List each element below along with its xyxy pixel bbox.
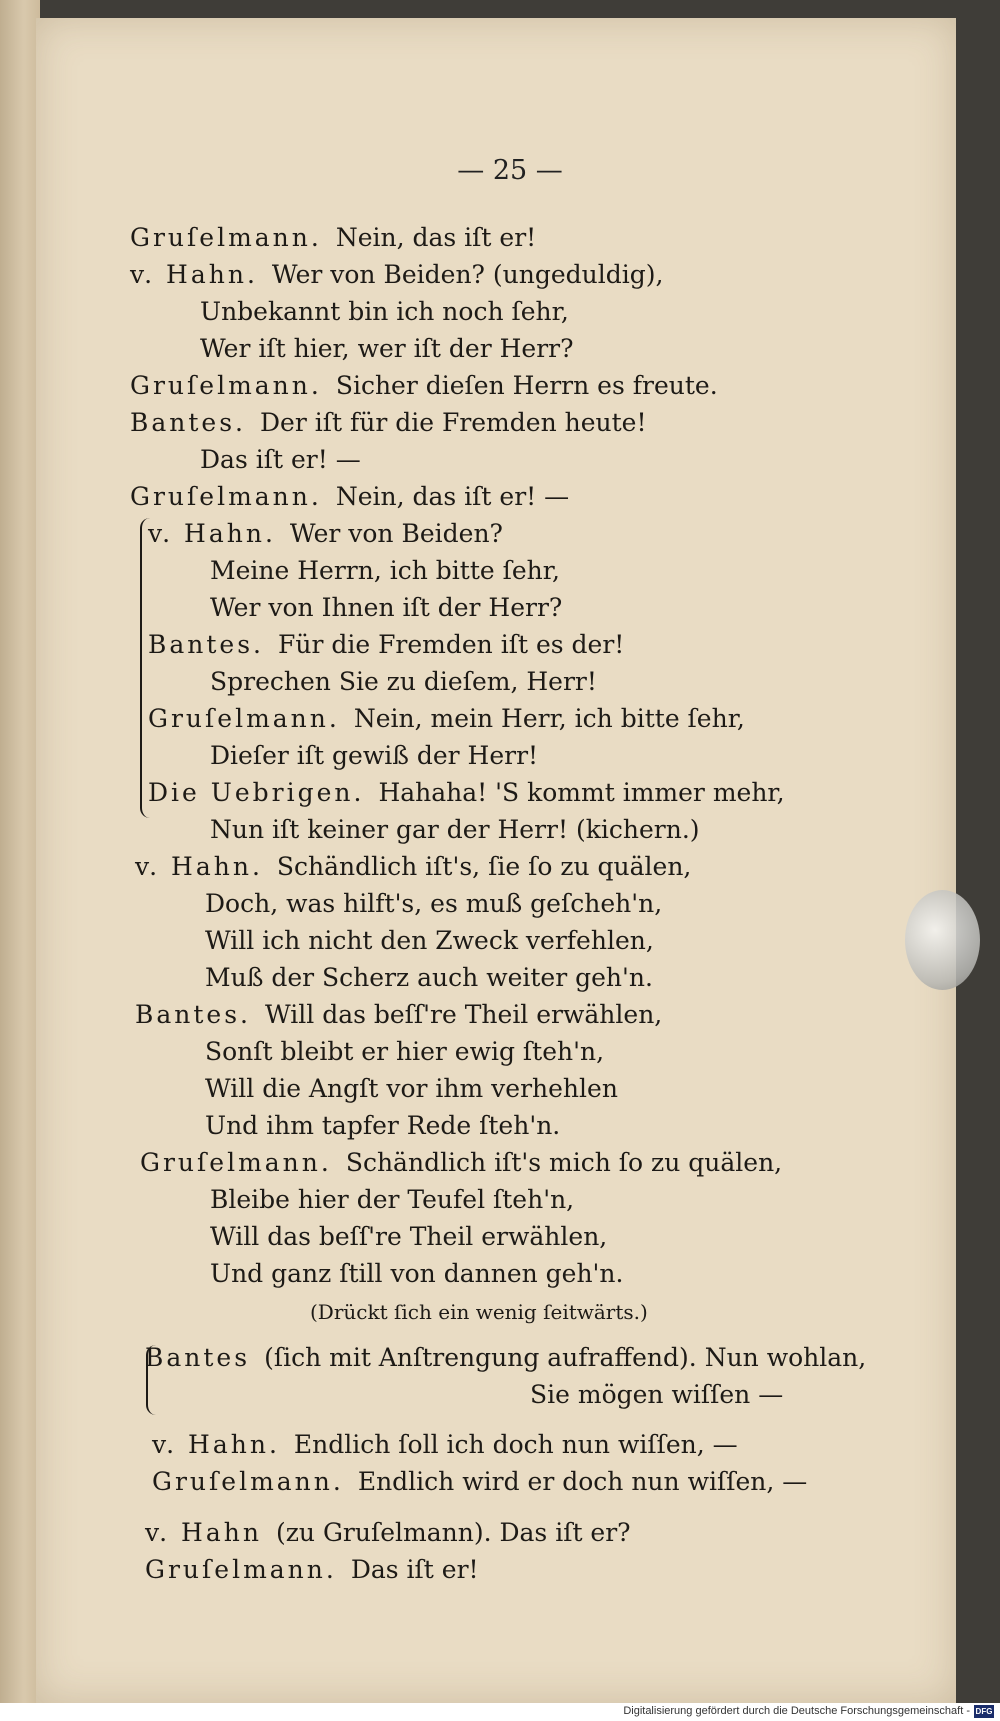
speaker-name: Gruſelmann. bbox=[148, 704, 340, 733]
speaker-name: v. Hahn. bbox=[135, 852, 263, 881]
line-text: Nun iſt keiner gar der Herr! (kichern.) bbox=[210, 815, 700, 844]
speaker-name: v. Hahn. bbox=[148, 519, 276, 548]
line-text: Wer von Beiden? (ungeduldig), bbox=[271, 260, 664, 289]
verse-line bbox=[205, 1039, 604, 1064]
line-text: Sicher dieſen Herrn es freute. bbox=[335, 371, 718, 400]
verse-line bbox=[130, 410, 647, 435]
line-text: Muß der Scherz auch weiter geh'n. bbox=[205, 963, 653, 992]
digitization-credit: Digitalisierung gefördert durch die Deutsche Forschungsgemeinschaft - bbox=[623, 1705, 970, 1717]
line-text: Will die Angſt vor ihm verhehlen bbox=[205, 1074, 618, 1103]
line-text: Sonſt bleibt er hier ewig ſteh'n, bbox=[205, 1037, 605, 1066]
line-text: Wer iſt hier, wer iſt der Herr? bbox=[200, 334, 574, 363]
line-text: Hahaha! 'S kommt immer mehr, bbox=[378, 778, 785, 807]
line-text: Nein, das iſt er! — bbox=[335, 482, 570, 511]
line-text: Sprechen Sie zu dieſem, Herr! bbox=[210, 667, 597, 696]
speaker-name: Bantes. bbox=[130, 408, 246, 437]
magnifier-overlay bbox=[905, 890, 980, 990]
speaker-name: Bantes bbox=[145, 1343, 251, 1372]
page-number: — 25 — bbox=[457, 155, 563, 186]
speaker-name: v. Hahn. bbox=[152, 1430, 280, 1459]
verse-line bbox=[130, 484, 569, 509]
verse-line bbox=[130, 262, 663, 287]
verse-line bbox=[200, 299, 569, 324]
verse-line bbox=[140, 1150, 782, 1175]
speaker-name: Gruſelmann. bbox=[140, 1148, 332, 1177]
line-text: Doch, was hilft's, es muß geſcheh'n, bbox=[205, 889, 663, 918]
verse-line bbox=[210, 558, 560, 583]
line-text: Und ihm tapfer Rede ſteh'n. bbox=[205, 1111, 561, 1140]
verse-line bbox=[210, 1224, 607, 1249]
line-text: Bleibe hier der Teufel ſteh'n, bbox=[210, 1185, 575, 1214]
dfg-logo: DFG bbox=[975, 1707, 993, 1716]
line-text: Will ich nicht den Zweck verfehlen, bbox=[205, 926, 654, 955]
verse-line bbox=[205, 891, 662, 916]
verse-line bbox=[200, 336, 574, 361]
line-text: (zu Gruſelmann). Das iſt er? bbox=[275, 1518, 631, 1547]
verse-line bbox=[200, 447, 361, 472]
verse-line bbox=[530, 1382, 783, 1407]
line-text: Wer von Beiden? bbox=[289, 519, 503, 548]
stage-direction bbox=[310, 1302, 648, 1322]
book-left-edge bbox=[0, 0, 40, 1721]
verse-line bbox=[210, 595, 562, 620]
line-text: Das iſt er! — bbox=[200, 445, 361, 474]
line-text: Endlich wird er doch nun wiſſen, — bbox=[357, 1467, 808, 1496]
line-text: Wer von Ihnen iſt der Herr? bbox=[210, 593, 563, 622]
verse-line bbox=[148, 780, 785, 805]
line-text: Schändlich iſt's, ſie ſo zu quälen, bbox=[276, 852, 692, 881]
speaker-name: Bantes. bbox=[148, 630, 264, 659]
speaker-name: Bantes. bbox=[135, 1000, 251, 1029]
line-text: (ſich mit Anſtrengung aufraffend). Nun wohlan, bbox=[264, 1343, 867, 1372]
speaker-name: Gruſelmann. bbox=[152, 1467, 344, 1496]
speaker-name: Gruſelmann. bbox=[145, 1555, 337, 1584]
line-text: Der iſt für die Fremden heute! bbox=[260, 408, 647, 437]
verse-line bbox=[130, 225, 536, 250]
verse-line bbox=[210, 1261, 623, 1286]
speaker-name: v. Hahn. bbox=[130, 260, 258, 289]
line-text: Unbekannt bin ich noch ſehr, bbox=[200, 297, 569, 326]
verse-line bbox=[130, 373, 718, 398]
verse-line bbox=[210, 669, 597, 694]
line-text: Nein, das iſt er! bbox=[335, 223, 537, 252]
verse-line bbox=[148, 632, 624, 657]
verse-line bbox=[145, 1345, 866, 1370]
verse-line bbox=[205, 1076, 618, 1101]
line-text: Schändlich iſt's mich ſo zu quälen, bbox=[345, 1148, 783, 1177]
verse-line bbox=[210, 743, 538, 768]
line-text: Und ganz ſtill von dannen geh'n. bbox=[210, 1259, 624, 1288]
verse-line bbox=[145, 1557, 479, 1582]
line-text: Will das beſſ're Theil erwählen, bbox=[265, 1000, 663, 1029]
line-text: Sie mögen wiſſen — bbox=[530, 1380, 784, 1409]
simultaneous-speech-bracket bbox=[140, 518, 156, 818]
line-text: Will das beſſ're Theil erwählen, bbox=[210, 1222, 608, 1251]
verse-line bbox=[210, 1187, 574, 1212]
line-text: Nein, mein Herr, ich bitte ſehr, bbox=[353, 704, 745, 733]
line-text: Das iſt er! bbox=[350, 1555, 479, 1584]
verse-line bbox=[210, 817, 700, 842]
line-text: Für die Fremden iſt es der! bbox=[278, 630, 625, 659]
speaker-name: Die Uebrigen. bbox=[148, 778, 365, 807]
line-text: Endlich ſoll ich doch nun wiſſen, — bbox=[293, 1430, 738, 1459]
verse-line bbox=[205, 965, 653, 990]
verse-line bbox=[152, 1432, 738, 1457]
line-text: (Drückt ſich ein wenig ſeitwärts.) bbox=[310, 1300, 648, 1324]
verse-line bbox=[148, 521, 503, 546]
verse-line bbox=[152, 1469, 807, 1494]
speaker-name: v. Hahn bbox=[145, 1518, 262, 1547]
line-text: Meine Herrn, ich bitte ſehr, bbox=[210, 556, 560, 585]
verse-line bbox=[135, 854, 691, 879]
verse-line bbox=[205, 1113, 560, 1138]
verse-line bbox=[135, 1002, 662, 1027]
speaker-name: Gruſelmann. bbox=[130, 223, 322, 252]
verse-line bbox=[148, 706, 745, 731]
verse-line bbox=[205, 928, 654, 953]
line-text: Dieſer iſt gewiß der Herr! bbox=[210, 741, 539, 770]
speaker-name: Gruſelmann. bbox=[130, 482, 322, 511]
speaker-name: Gruſelmann. bbox=[130, 371, 322, 400]
verse-line bbox=[145, 1520, 631, 1545]
